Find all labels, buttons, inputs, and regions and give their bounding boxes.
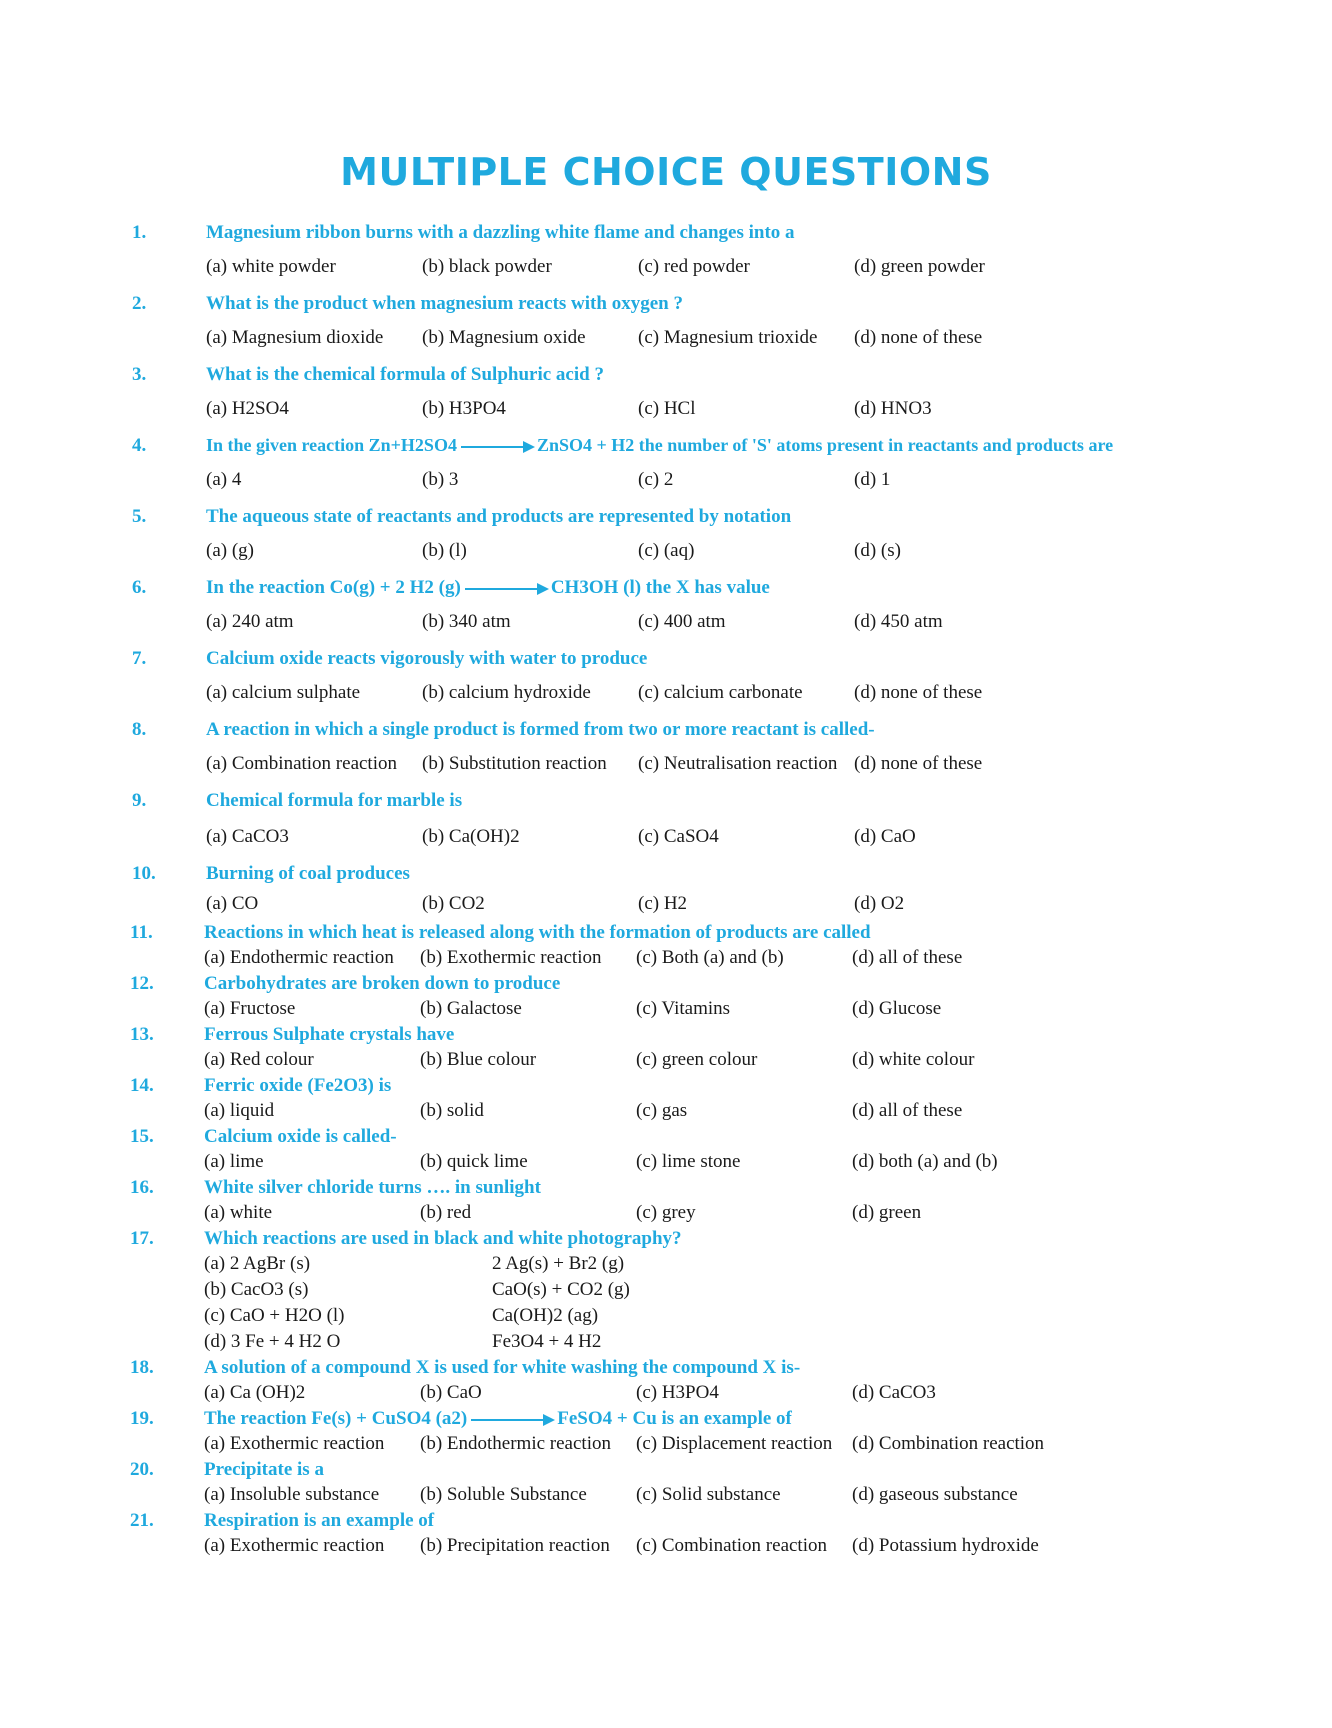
question-number: 8. <box>132 719 147 740</box>
question-text: A reaction in which a single product is formed from two or more reactant is called- <box>206 719 875 740</box>
question-number: 17. <box>130 1228 154 1249</box>
question-number: 3. <box>132 364 147 385</box>
option-b: (b) black powder <box>422 256 552 277</box>
question-text: Calcium oxide is called- <box>204 1126 397 1147</box>
option-b: (b) 3 <box>422 469 459 490</box>
question-text: Reactions in which heat is released along with the formation of products are called <box>204 922 871 943</box>
option-c: (c) Combination reaction <box>636 1535 827 1556</box>
option-d: (d) green <box>852 1202 922 1223</box>
reaction-rhs: CaO(s) + CO2 (g) <box>492 1279 630 1300</box>
option-c: (c) H2 <box>638 893 688 914</box>
reaction-lhs: (d) 3 Fe + 4 H2 O <box>204 1331 341 1352</box>
option-b: (b) Ca(OH)2 <box>422 826 520 847</box>
question-number: 20. <box>130 1459 154 1480</box>
option-d: (d) CaCO3 <box>852 1382 936 1403</box>
reaction-rhs: Ca(OH)2 (ag) <box>492 1305 599 1326</box>
option-a: (a) lime <box>204 1151 264 1172</box>
question-text-before: In the reaction Co(g) + 2 H2 (g) <box>206 577 461 598</box>
option-b: (b) Galactose <box>420 998 522 1019</box>
question-number: 1. <box>132 222 147 243</box>
option-b: (b) Substitution reaction <box>422 753 607 774</box>
option-a: (a) white powder <box>206 256 336 277</box>
reaction-rhs: Fe3O4 + 4 H2 <box>492 1331 602 1352</box>
question-number: 4. <box>132 435 147 456</box>
question-text <box>206 577 770 599</box>
reaction-rhs: 2 Ag(s) + Br2 (g) <box>492 1253 625 1274</box>
option-c: (c) (aq) <box>638 540 695 561</box>
option-b: (b) Blue colour <box>420 1049 537 1070</box>
question-text-before: In the given reaction Zn+H2SO4 <box>206 435 457 455</box>
option-d: (d) CaO <box>854 826 916 847</box>
question-text: Precipitate is a <box>204 1459 324 1480</box>
option-a: (a) 240 atm <box>206 611 294 632</box>
page-title: MULTIPLE CHOICE QUESTIONS <box>340 150 992 194</box>
option-c: (c) grey <box>636 1202 696 1223</box>
question-text: Carbohydrates are broken down to produce <box>204 973 561 994</box>
option-c: (c) Both (a) and (b) <box>636 947 784 968</box>
option-a: (a) (g) <box>206 540 254 561</box>
question-number: 19. <box>130 1408 154 1429</box>
question-text: What is the chemical formula of Sulphuric acid ? <box>206 364 604 385</box>
question-text-before: The reaction Fe(s) + CuSO4 (a2) <box>204 1408 468 1429</box>
option-d: (d) gaseous substance <box>852 1484 1018 1505</box>
question-number: 11. <box>130 922 153 943</box>
question-text: Burning of coal produces <box>206 863 410 884</box>
option-b: (b) calcium hydroxide <box>422 682 591 703</box>
question-text: Magnesium ribbon burns with a dazzling white flame and changes into a <box>206 222 795 243</box>
reaction-lhs: (b) CacO3 (s) <box>204 1279 309 1300</box>
option-a: (a) CO <box>206 893 259 914</box>
option-d: (d) 450 atm <box>854 611 943 632</box>
question-text: Calcium oxide reacts vigorously with water to produce <box>206 648 648 669</box>
question-number: 21. <box>130 1510 154 1531</box>
option-b: (b) 340 atm <box>422 611 511 632</box>
option-c: (c) calcium carbonate <box>638 682 803 703</box>
option-b: (b) H3PO4 <box>422 398 506 419</box>
option-a: (a) H2SO4 <box>206 398 289 419</box>
option-b: (b) CO2 <box>422 893 485 914</box>
option-c: (c) H3PO4 <box>636 1382 719 1403</box>
option-d: (d) both (a) and (b) <box>852 1151 998 1172</box>
option-d: (d) none of these <box>854 753 983 774</box>
option-a: (a) Exothermic reaction <box>204 1433 385 1454</box>
question-number: 18. <box>130 1357 154 1378</box>
option-b: (b) quick lime <box>420 1151 528 1172</box>
question-number: 14. <box>130 1075 154 1096</box>
question-text-after: CH3OH (l) the X has value <box>550 577 770 598</box>
option-c: (c) lime stone <box>636 1151 741 1172</box>
option-a: (a) Exothermic reaction <box>204 1535 385 1556</box>
option-c: (c) gas <box>636 1100 688 1121</box>
question-text-after: ZnSO4 + H2 the number of 'S' atoms present in reactants and products are <box>536 435 1114 455</box>
option-c: (c) Magnesium trioxide <box>638 327 818 348</box>
option-a: (a) calcium sulphate <box>206 682 361 703</box>
option-a: (a) Fructose <box>204 998 296 1019</box>
option-d: (d) none of these <box>854 682 983 703</box>
question-number: 15. <box>130 1126 154 1147</box>
question-number: 7. <box>132 648 147 669</box>
question-text: A solution of a compound X is used for white washing the compound X is- <box>204 1357 801 1378</box>
option-a: (a) Endothermic reaction <box>204 947 394 968</box>
question-number: 9. <box>132 790 147 811</box>
option-a: (a) liquid <box>204 1100 275 1121</box>
option-d: (d) white colour <box>852 1049 975 1070</box>
question-number: 12. <box>130 973 154 994</box>
option-c: (c) CaSO4 <box>638 826 719 847</box>
reaction-arrow-icon <box>461 446 533 448</box>
option-c: (c) Vitamins <box>636 998 731 1019</box>
option-d: (d) (s) <box>854 540 901 561</box>
option-d: (d) 1 <box>854 469 891 490</box>
question-number: 5. <box>132 506 147 527</box>
option-c: (c) 2 <box>638 469 674 490</box>
reaction-lhs: (a) 2 AgBr (s) <box>204 1253 311 1274</box>
question-text: Chemical formula for marble is <box>206 790 463 811</box>
option-c: (c) green colour <box>636 1049 758 1070</box>
option-c: (c) 400 atm <box>638 611 726 632</box>
option-c: (c) Solid substance <box>636 1484 781 1505</box>
option-b: (b) Endothermic reaction <box>420 1433 611 1454</box>
question-text: White silver chloride turns …. in sunlight <box>204 1177 541 1198</box>
question-text-after: FeSO4 + Cu is an example of <box>557 1408 792 1429</box>
question-text: Respiration is an example of <box>204 1510 435 1531</box>
question-text: The aqueous state of reactants and products are represented by notation <box>206 506 792 527</box>
option-b: (b) red <box>420 1202 472 1223</box>
option-d: (d) all of these <box>852 947 963 968</box>
question-number: 13. <box>130 1024 154 1045</box>
option-b: (b) Precipitation reaction <box>420 1535 610 1556</box>
question-text: Ferric oxide (Fe2O3) is <box>204 1075 392 1096</box>
reaction-lhs: (c) CaO + H2O (l) <box>204 1305 345 1326</box>
reaction-arrow-icon <box>465 588 547 590</box>
option-d: (d) Potassium hydroxide <box>852 1535 1039 1556</box>
question-text <box>206 435 1113 456</box>
option-d: (d) all of these <box>852 1100 963 1121</box>
question-text: Ferrous Sulphate crystals have <box>204 1024 455 1045</box>
option-a: (a) 4 <box>206 469 242 490</box>
option-c: (c) Neutralisation reaction <box>638 753 838 774</box>
question-text <box>204 1408 792 1430</box>
option-d: (d) Glucose <box>852 998 942 1019</box>
option-b: (b) solid <box>420 1100 484 1121</box>
option-c: (c) red powder <box>638 256 750 277</box>
question-number: 6. <box>132 577 147 598</box>
option-a: (a) Ca (OH)2 <box>204 1382 306 1403</box>
option-a: (a) Combination reaction <box>206 753 397 774</box>
option-d: (d) O2 <box>854 893 905 914</box>
option-b: (b) Exothermic reaction <box>420 947 602 968</box>
question-number: 2. <box>132 293 147 314</box>
option-d: (d) Combination reaction <box>852 1433 1045 1454</box>
option-b: (b) CaO <box>420 1382 482 1403</box>
option-c: (c) HCl <box>638 398 696 419</box>
option-d: (d) HNO3 <box>854 398 932 419</box>
option-a: (a) CaCO3 <box>206 826 289 847</box>
option-d: (d) none of these <box>854 327 983 348</box>
option-d: (d) green powder <box>854 256 985 277</box>
question-text: What is the product when magnesium reacts with oxygen ? <box>206 293 683 314</box>
option-c: (c) Displacement reaction <box>636 1433 833 1454</box>
option-b: (b) (l) <box>422 540 467 561</box>
option-a: (a) Magnesium dioxide <box>206 327 384 348</box>
option-b: (b) Magnesium oxide <box>422 327 586 348</box>
reaction-arrow-icon <box>471 1419 553 1421</box>
option-a: (a) Insoluble substance <box>204 1484 380 1505</box>
question-number: 16. <box>130 1177 154 1198</box>
question-number: 10. <box>132 863 156 884</box>
question-text: Which reactions are used in black and white photography? <box>204 1228 682 1249</box>
option-b: (b) Soluble Substance <box>420 1484 587 1505</box>
option-a: (a) Red colour <box>204 1049 314 1070</box>
option-a: (a) white <box>204 1202 273 1223</box>
